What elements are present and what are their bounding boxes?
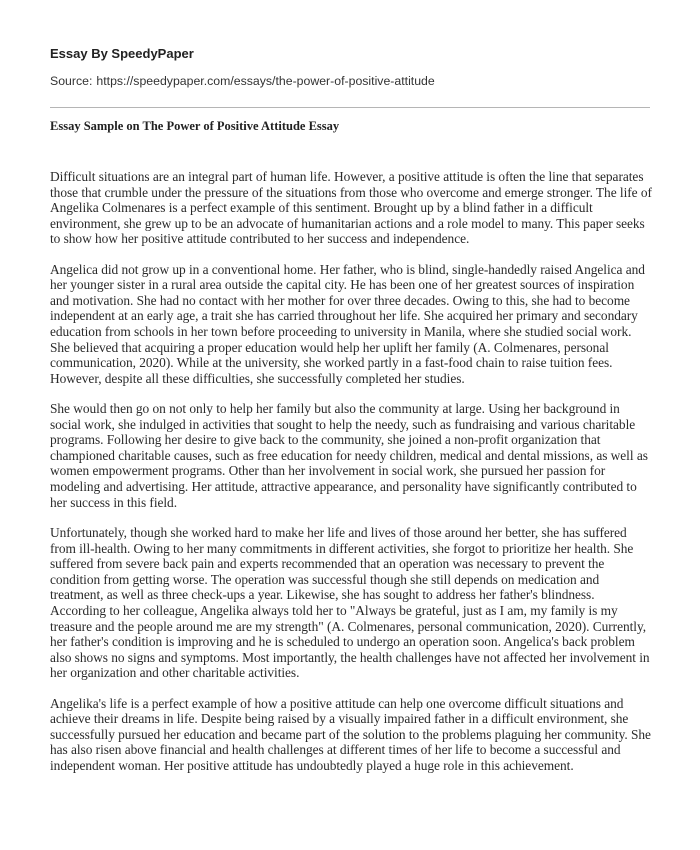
source-line bbox=[50, 74, 435, 88]
source-url: https://speedypaper.com/essays/the-power-of-positive-attitude bbox=[96, 74, 435, 88]
header-divider bbox=[50, 107, 650, 108]
essay-paragraph: She would then go on not only to help her family but also the community at large. Using her background in social work, she indulged in activities that sought to help the needy, such as fundraising and various charitable programs. Following her desire to give back to the community, she joined a non-profit organization that championed charitable causes, such as free education for needy children, medical and dental missions, as well as women empowerment programs. Other than her involvement in social work, she pursued her passion for modeling and advertising. Her attitude, attractive appearance, and personality have significantly contributed to her success in this field. bbox=[50, 401, 648, 510]
essay-paragraph: Angelica did not grow up in a conventional home. Her father, who is blind, single-handedly raised Angelica and her younger sister in a rural area outside the capital city. He has been one of her greatest sources of inspiration and motivation. She had no contact with her mother for over three decades. Owing to this, she had to become independent at an early age, a trait she has carried throughout her life. She acquired her primary and secondary education from schools in her town before proceeding to university in Manila, where she studied social work. She believed that acquiring a proper education would help her uplift her family (A. Colmenares, personal communication, 2020). While at the university, she worked partly in a fast-food chain to raise tuition fees. However, despite all these difficulties, she successfully completed her studies. bbox=[50, 261, 645, 386]
document-brand-heading: Essay By SpeedyPaper bbox=[50, 46, 194, 61]
essay-paragraph: Angelika's life is a perfect example of how a positive attitude can help one overcome difficult situations and achieve their dreams in life. Despite being raised by a visually impaired father in a difficult environment, she successfully pursued her education and became part of the solution to the problems plaguing her community. She has also risen above financial and health challenges at different times of her life to become a successful and independent woman. Her positive attitude has undoubtedly played a huge role in this achievement. bbox=[50, 695, 651, 773]
essay-body bbox=[50, 169, 652, 788]
essay-title: Essay Sample on The Power of Positive Attitude Essay bbox=[50, 119, 340, 133]
essay-paragraph: Difficult situations are an integral part of human life. However, a positive attitude is often the line that separates those that crumble under the pressure of the situations from those who overcome and emerge stronger. The life of Angelika Colmenares is a perfect example of this sentiment. Brought up by a blind father in a difficult environment, she grew up to be an advocate of humanitarian actions and a role model to many. This paper seeks to show how her positive attitude contributed to her success and independence. bbox=[50, 169, 652, 247]
essay-paragraph: Unfortunately, though she worked hard to make her life and lives of those around her better, she has suffered from ill-health. Owing to her many commitments in different activities, she forgot to prioritize her health. She suffered from severe back pain and experts recommended that an operation was necessary to prevent the condition from getting worse. The operation was successful though she still depends on medication and treatment, as well as three check-ups a year. Likewise, she has sought to address her father's blindness. According to her colleague, Angelika always told her to "Always be grateful, just as I am, my family is my treasure and the people around me are my strength" (A. Colmenares, personal communication, 2020). Currently, her father's condition is improving and he is scheduled to undergo an operation soon. Angelica's back problem also shows no signs and symptoms. Most importantly, the health challenges have not affected her involvement in her organization and other charitable activities. bbox=[50, 524, 650, 681]
source-label: Source: bbox=[50, 74, 93, 88]
